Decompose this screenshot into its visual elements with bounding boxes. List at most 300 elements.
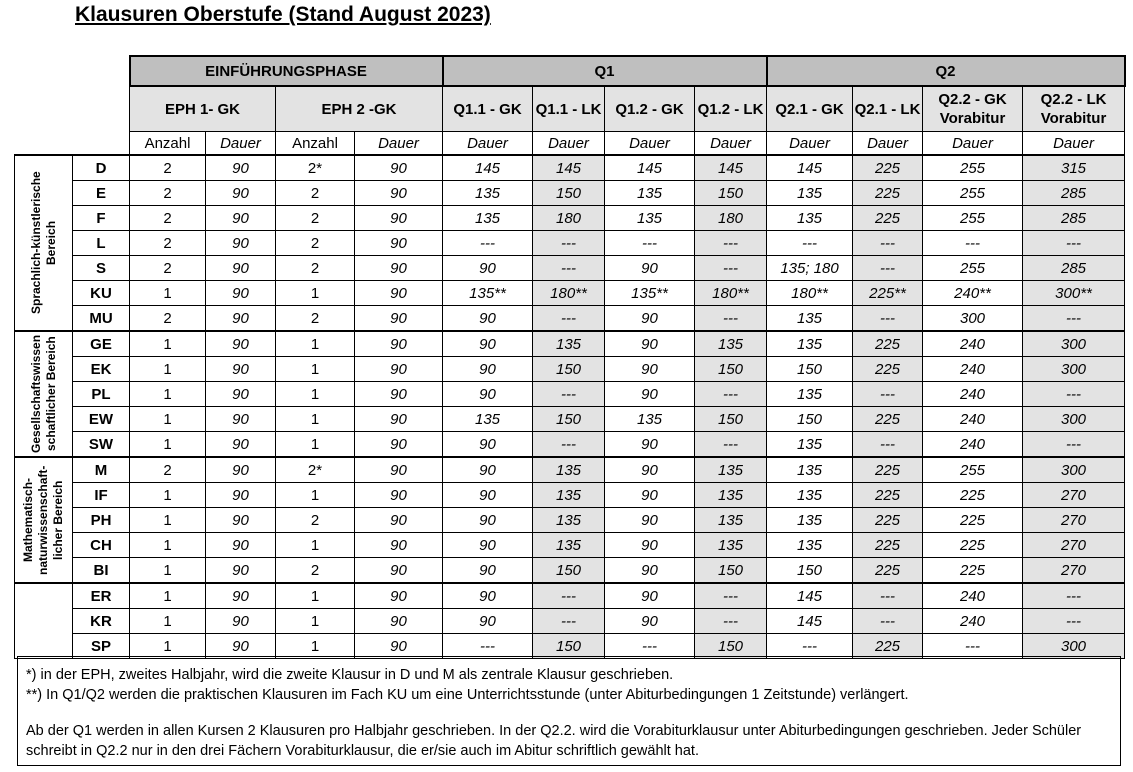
eph1-cell: 1	[130, 382, 206, 407]
eph1-cell: 1	[130, 508, 206, 533]
duration-cell: 135	[695, 331, 767, 357]
duration-cell: 145	[533, 155, 605, 181]
column-label-dauer: Dauer	[443, 132, 533, 156]
category-label: Mathematisch-naturwissenschaft-licher Bereich	[21, 465, 65, 575]
duration-cell: 145	[767, 583, 853, 609]
eph1-cell: 90	[206, 407, 276, 432]
subheader-eph2-gk: EPH 2 -GK	[276, 86, 443, 132]
duration-cell: 145	[767, 609, 853, 634]
duration-cell: 135	[695, 508, 767, 533]
duration-cell: 225	[853, 483, 923, 508]
column-label-dauer: Dauer	[355, 132, 443, 156]
duration-cell: 135	[767, 457, 853, 483]
duration-cell: 90	[605, 508, 695, 533]
duration-cell: ---	[1023, 432, 1125, 458]
eph1-cell: 90	[206, 583, 276, 609]
subject-cell: PH	[73, 508, 130, 533]
duration-cell: 135	[767, 181, 853, 206]
category-cell	[15, 457, 73, 583]
duration-cell: 225	[853, 357, 923, 382]
duration-cell: 90	[605, 558, 695, 584]
subject-cell: EK	[73, 357, 130, 382]
duration-cell: 285	[1023, 206, 1125, 231]
corner-blank	[15, 86, 130, 132]
eph1-cell: 2	[130, 256, 206, 281]
column-label-dauer: Dauer	[533, 132, 605, 156]
eph2-cell: 1	[276, 432, 355, 458]
duration-cell: 150	[695, 558, 767, 584]
duration-cell: 225	[923, 558, 1023, 584]
duration-cell: 90	[605, 256, 695, 281]
subject-cell: EW	[73, 407, 130, 432]
subject-cell: SW	[73, 432, 130, 458]
duration-cell: 255	[923, 457, 1023, 483]
table-row	[15, 634, 1125, 659]
duration-cell: 150	[695, 181, 767, 206]
duration-cell: 300	[1023, 407, 1125, 432]
duration-cell: 90	[605, 483, 695, 508]
general-note: Ab der Q1 werden in allen Kursen 2 Klausuren pro Halbjahr geschrieben. In der Q2.2. wird die Vorabiturklausur unter Abiturbedingungen geschrieben. Jeder Schüler schreibt in Q2.2 nur in den drei Fächern Vorabiturklausur, die er/sie auch im Abitur schriftlich gewählt hat.	[26, 723, 1082, 759]
eph2-cell: 1	[276, 407, 355, 432]
table-row	[15, 281, 1125, 306]
duration-cell: ---	[1023, 382, 1125, 407]
table-row	[15, 155, 1125, 181]
duration-cell: ---	[1023, 306, 1125, 332]
eph1-cell: 90	[206, 533, 276, 558]
corner-blank	[15, 132, 130, 156]
duration-cell: 90	[605, 609, 695, 634]
eph2-cell: 1	[276, 331, 355, 357]
column-label-anzahl: Anzahl	[130, 132, 206, 156]
duration-cell: 135	[533, 533, 605, 558]
eph1-cell: 90	[206, 457, 276, 483]
column-label-anzahl: Anzahl	[276, 132, 355, 156]
duration-cell: 225	[853, 457, 923, 483]
duration-cell: 300	[1023, 634, 1125, 659]
duration-cell: 150	[533, 634, 605, 659]
duration-cell: 240	[923, 432, 1023, 458]
category-cell	[15, 331, 73, 457]
subheader-q22-lk-vorabitur: Q2.2 - LK Vorabitur	[1023, 86, 1125, 132]
duration-cell: 90	[443, 508, 533, 533]
column-label-dauer: Dauer	[1023, 132, 1125, 156]
duration-cell: ---	[853, 432, 923, 458]
column-label-dauer: Dauer	[206, 132, 276, 156]
eph2-cell: 90	[355, 382, 443, 407]
duration-cell: 255	[923, 256, 1023, 281]
duration-cell: 145	[695, 155, 767, 181]
duration-cell: 135	[767, 432, 853, 458]
duration-cell: 240	[923, 331, 1023, 357]
eph1-cell: 90	[206, 256, 276, 281]
eph2-cell: 2	[276, 558, 355, 584]
duration-cell: 255	[923, 155, 1023, 181]
duration-cell: ---	[533, 306, 605, 332]
eph2-cell: 90	[355, 634, 443, 659]
eph2-cell: 90	[355, 583, 443, 609]
duration-cell: ---	[853, 609, 923, 634]
eph2-cell: 2	[276, 206, 355, 231]
category-label: Gesellschaftswissen schaftlicher Bereich	[28, 334, 58, 454]
duration-cell: 135	[767, 382, 853, 407]
duration-cell: 180**	[767, 281, 853, 306]
subject-cell: BI	[73, 558, 130, 584]
duration-cell: 285	[1023, 256, 1125, 281]
duration-cell: 225	[923, 508, 1023, 533]
duration-cell: ---	[767, 231, 853, 256]
eph2-cell: 2	[276, 256, 355, 281]
duration-cell: 300	[1023, 357, 1125, 382]
duration-cell: 90	[605, 331, 695, 357]
eph1-cell: 90	[206, 281, 276, 306]
section-header-eph: EINFÜHRUNGSPHASE	[130, 56, 443, 86]
eph1-cell: 90	[206, 508, 276, 533]
eph1-cell: 90	[206, 231, 276, 256]
duration-cell: 270	[1023, 558, 1125, 584]
duration-cell: 225	[923, 483, 1023, 508]
duration-cell: 135	[443, 206, 533, 231]
notes-box	[17, 656, 1121, 766]
table-row	[15, 609, 1125, 634]
duration-cell: 150	[767, 558, 853, 584]
eph1-cell: 2	[130, 306, 206, 332]
duration-cell: 270	[1023, 483, 1125, 508]
table-row	[15, 357, 1125, 382]
duration-cell: 300	[1023, 331, 1125, 357]
page-title: Klausuren Oberstufe (Stand August 2023)	[75, 3, 491, 26]
eph2-cell: 90	[355, 155, 443, 181]
duration-cell: 150	[533, 407, 605, 432]
duration-cell: 135	[533, 483, 605, 508]
duration-cell: 135	[767, 306, 853, 332]
subject-cell: IF	[73, 483, 130, 508]
duration-cell: 90	[443, 558, 533, 584]
subject-cell: KU	[73, 281, 130, 306]
table-row	[15, 181, 1125, 206]
eph1-cell: 1	[130, 533, 206, 558]
table-row	[15, 256, 1125, 281]
duration-cell: 135	[443, 407, 533, 432]
eph2-cell: 90	[355, 508, 443, 533]
section-header-q1: Q1	[443, 56, 767, 86]
eph1-cell: 1	[130, 407, 206, 432]
duration-cell: 315	[1023, 155, 1125, 181]
table-row	[15, 206, 1125, 231]
eph1-cell: 90	[206, 483, 276, 508]
duration-cell: 150	[533, 181, 605, 206]
duration-cell: 135**	[605, 281, 695, 306]
duration-cell: ---	[443, 231, 533, 256]
eph2-cell: 90	[355, 181, 443, 206]
subheader-q21-lk: Q2.1 - LK	[853, 86, 923, 132]
eph1-cell: 1	[130, 558, 206, 584]
eph2-cell: 2	[276, 181, 355, 206]
eph1-cell: 1	[130, 609, 206, 634]
category-label: Sprachlich-künstlerische Bereich	[28, 171, 58, 315]
eph1-cell: 90	[206, 306, 276, 332]
subject-cell: D	[73, 155, 130, 181]
category-cell	[15, 583, 73, 659]
duration-cell: 90	[443, 432, 533, 458]
section-header-q2: Q2	[767, 56, 1125, 86]
table-row	[15, 558, 1125, 584]
eph1-cell: 90	[206, 155, 276, 181]
duration-cell: ---	[695, 256, 767, 281]
subject-cell: F	[73, 206, 130, 231]
eph1-cell: 90	[206, 181, 276, 206]
duration-cell: 135	[767, 508, 853, 533]
duration-cell: 135	[767, 206, 853, 231]
table-row	[15, 306, 1125, 332]
duration-cell: 135	[695, 457, 767, 483]
duration-cell: 240	[923, 407, 1023, 432]
subheader-q12-gk: Q1.2 - GK	[605, 86, 695, 132]
duration-cell: 300**	[1023, 281, 1125, 306]
duration-cell: 90	[443, 583, 533, 609]
table-row	[15, 457, 1125, 483]
duration-cell: ---	[533, 256, 605, 281]
eph2-cell: 90	[355, 533, 443, 558]
duration-cell: 255	[923, 181, 1023, 206]
duration-cell: 90	[443, 483, 533, 508]
eph2-cell: 90	[355, 331, 443, 357]
duration-cell: 135	[605, 407, 695, 432]
eph1-cell: 90	[206, 558, 276, 584]
duration-cell: 225	[853, 155, 923, 181]
duration-cell: 285	[1023, 181, 1125, 206]
eph2-cell: 2	[276, 231, 355, 256]
subheader-q12-lk: Q1.2 - LK	[695, 86, 767, 132]
duration-cell: 180**	[533, 281, 605, 306]
duration-cell: 135	[767, 533, 853, 558]
duration-cell: 90	[443, 609, 533, 634]
duration-cell: 90	[605, 533, 695, 558]
duration-cell: ---	[695, 306, 767, 332]
duration-cell: 90	[605, 432, 695, 458]
subheader-q11-gk: Q1.1 - GK	[443, 86, 533, 132]
eph2-cell: 1	[276, 357, 355, 382]
duration-cell: ---	[853, 231, 923, 256]
eph1-cell: 90	[206, 634, 276, 659]
duration-cell: 135	[695, 483, 767, 508]
subheader-eph1-gk: EPH 1- GK	[130, 86, 276, 132]
duration-cell: 270	[1023, 508, 1125, 533]
eph1-cell: 90	[206, 357, 276, 382]
duration-cell: 135	[767, 331, 853, 357]
duration-cell: ---	[443, 634, 533, 659]
duration-cell: 225	[853, 558, 923, 584]
duration-cell: 150	[767, 357, 853, 382]
subject-cell: L	[73, 231, 130, 256]
duration-cell: 150	[533, 558, 605, 584]
duration-cell: ---	[695, 382, 767, 407]
duration-cell: 300	[1023, 457, 1125, 483]
subheader-q21-gk: Q2.1 - GK	[767, 86, 853, 132]
subheader-q11-lk: Q1.1 - LK	[533, 86, 605, 132]
table-body	[15, 155, 1125, 659]
duration-cell: 150	[695, 357, 767, 382]
eph2-cell: 1	[276, 382, 355, 407]
table-row	[15, 483, 1125, 508]
duration-cell: 90	[605, 382, 695, 407]
eph2-cell: 90	[355, 281, 443, 306]
duration-cell: 180	[695, 206, 767, 231]
eph2-cell: 90	[355, 483, 443, 508]
duration-cell: ---	[695, 231, 767, 256]
duration-cell: 240**	[923, 281, 1023, 306]
duration-cell: 135	[605, 206, 695, 231]
duration-cell: 145	[443, 155, 533, 181]
duration-cell: 90	[443, 306, 533, 332]
eph1-cell: 2	[130, 155, 206, 181]
eph1-cell: 90	[206, 382, 276, 407]
eph1-cell: 1	[130, 483, 206, 508]
duration-cell: 270	[1023, 533, 1125, 558]
duration-cell: ---	[695, 609, 767, 634]
duration-cell: ---	[533, 231, 605, 256]
eph2-cell: 90	[355, 609, 443, 634]
subject-cell: MU	[73, 306, 130, 332]
eph1-cell: 2	[130, 231, 206, 256]
duration-cell: 240	[923, 357, 1023, 382]
duration-cell: ---	[1023, 583, 1125, 609]
table-row	[15, 231, 1125, 256]
duration-cell: 225	[853, 407, 923, 432]
duration-cell: 90	[605, 457, 695, 483]
duration-cell: 240	[923, 583, 1023, 609]
duration-cell: 90	[443, 382, 533, 407]
eph2-cell: 90	[355, 457, 443, 483]
corner-blank	[15, 56, 130, 86]
eph1-cell: 90	[206, 331, 276, 357]
subject-cell: GE	[73, 331, 130, 357]
duration-cell: 90	[443, 331, 533, 357]
eph1-cell: 2	[130, 206, 206, 231]
table-row	[15, 382, 1125, 407]
eph2-cell: 1	[276, 634, 355, 659]
duration-cell: ---	[1023, 231, 1125, 256]
exam-table	[14, 55, 1126, 659]
table-row	[15, 508, 1125, 533]
duration-cell: ---	[605, 231, 695, 256]
column-label-dauer: Dauer	[605, 132, 695, 156]
duration-cell: 90	[443, 357, 533, 382]
column-label-dauer: Dauer	[853, 132, 923, 156]
eph1-cell: 90	[206, 609, 276, 634]
duration-cell: ---	[923, 231, 1023, 256]
subject-cell: CH	[73, 533, 130, 558]
duration-cell: 225**	[853, 281, 923, 306]
duration-cell: 135**	[443, 281, 533, 306]
duration-cell: ---	[695, 583, 767, 609]
duration-cell: 135	[695, 533, 767, 558]
duration-cell: 240	[923, 382, 1023, 407]
duration-cell: 90	[605, 306, 695, 332]
duration-cell: 240	[923, 609, 1023, 634]
eph2-cell: 90	[355, 256, 443, 281]
duration-cell: ---	[853, 583, 923, 609]
subject-cell: KR	[73, 609, 130, 634]
eph1-cell: 1	[130, 331, 206, 357]
duration-cell: 135	[533, 508, 605, 533]
eph1-cell: 1	[130, 432, 206, 458]
table-row	[15, 407, 1125, 432]
duration-cell: ---	[533, 382, 605, 407]
duration-cell: 300	[923, 306, 1023, 332]
eph2-cell: 2	[276, 306, 355, 332]
duration-cell: 90	[605, 583, 695, 609]
eph2-cell: 90	[355, 231, 443, 256]
duration-cell: 255	[923, 206, 1023, 231]
duration-cell: 150	[695, 407, 767, 432]
duration-cell: 90	[443, 533, 533, 558]
duration-cell: 225	[853, 634, 923, 659]
table-row	[15, 583, 1125, 609]
duration-cell: 225	[853, 181, 923, 206]
duration-cell: ---	[767, 634, 853, 659]
duration-cell: 145	[605, 155, 695, 181]
subject-cell: PL	[73, 382, 130, 407]
duration-cell: ---	[605, 634, 695, 659]
eph2-cell: 90	[355, 357, 443, 382]
duration-cell: 225	[853, 533, 923, 558]
duration-cell: 90	[605, 357, 695, 382]
eph1-cell: 1	[130, 634, 206, 659]
duration-cell: 145	[767, 155, 853, 181]
duration-cell: ---	[923, 634, 1023, 659]
eph2-cell: 1	[276, 609, 355, 634]
eph1-cell: 1	[130, 357, 206, 382]
eph2-cell: 90	[355, 558, 443, 584]
eph2-cell: 90	[355, 206, 443, 231]
eph2-cell: 1	[276, 281, 355, 306]
footnote-double-star: **) In Q1/Q2 werden die praktischen Klausuren im Fach KU um eine Unterrichtsstunde (unter Abiturbedingungen 1 Zeitstunde) verlängert.	[26, 687, 909, 703]
duration-cell: ---	[853, 382, 923, 407]
subject-cell: ER	[73, 583, 130, 609]
duration-cell: 90	[443, 256, 533, 281]
table-row	[15, 432, 1125, 458]
duration-cell: 135	[767, 483, 853, 508]
duration-cell: 135	[443, 181, 533, 206]
eph2-cell: 2	[276, 508, 355, 533]
eph1-cell: 1	[130, 583, 206, 609]
duration-cell: 225	[853, 206, 923, 231]
duration-cell: 135	[533, 457, 605, 483]
column-label-dauer: Dauer	[767, 132, 853, 156]
eph2-cell: 90	[355, 432, 443, 458]
eph1-cell: 2	[130, 181, 206, 206]
subject-cell: SP	[73, 634, 130, 659]
category-cell	[15, 155, 73, 331]
eph2-cell: 2*	[276, 457, 355, 483]
duration-cell: 225	[923, 533, 1023, 558]
eph2-cell: 90	[355, 407, 443, 432]
duration-cell: 180	[533, 206, 605, 231]
duration-cell: 150	[695, 634, 767, 659]
eph1-cell: 1	[130, 281, 206, 306]
eph1-cell: 2	[130, 457, 206, 483]
duration-cell: ---	[533, 583, 605, 609]
duration-cell: ---	[695, 432, 767, 458]
duration-cell: ---	[853, 256, 923, 281]
duration-cell: ---	[533, 432, 605, 458]
duration-cell: ---	[853, 306, 923, 332]
subject-cell: E	[73, 181, 130, 206]
duration-cell: 90	[443, 457, 533, 483]
subject-cell: M	[73, 457, 130, 483]
duration-cell: ---	[533, 609, 605, 634]
eph1-cell: 90	[206, 432, 276, 458]
